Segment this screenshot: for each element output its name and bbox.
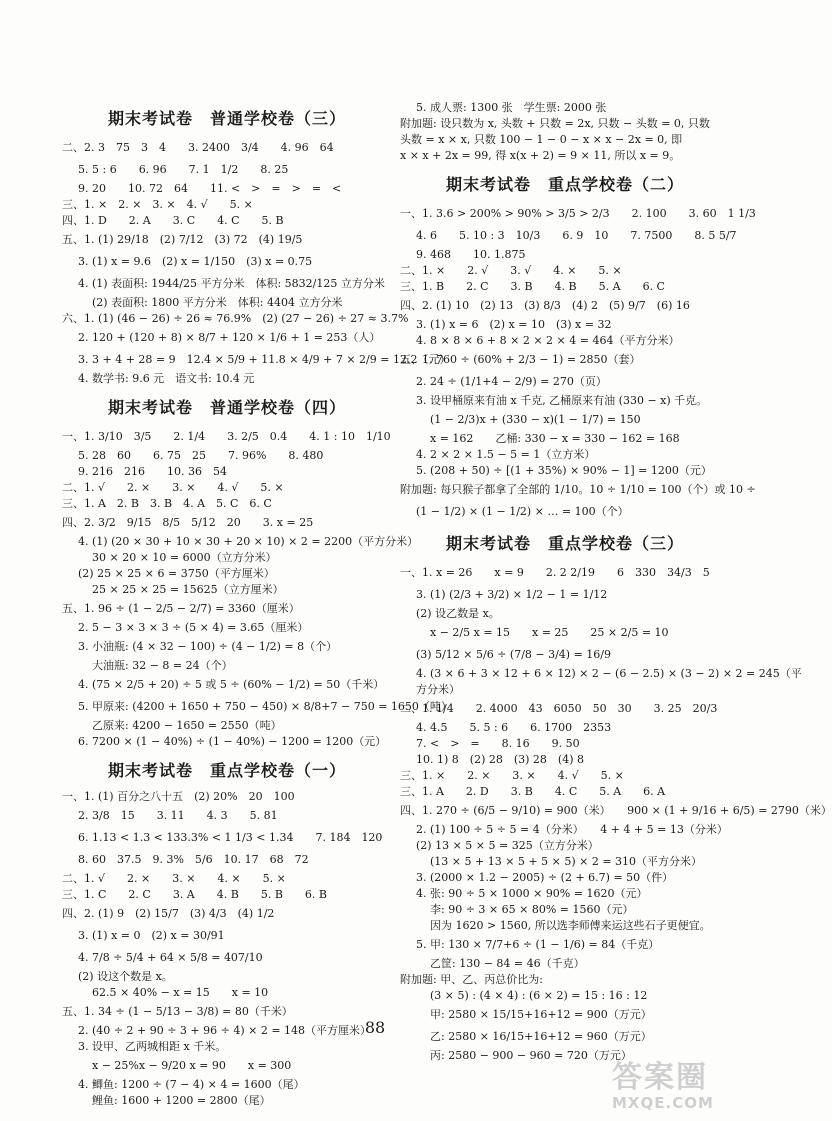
answer-line: 3. (2000 × 1.2 − 2005) ÷ (2 + 6.7) = 50（件） (416, 871, 674, 884)
answer-line: 二、2. 3 75 3 4 3. 2400 3/4 4. 96 64 (62, 141, 334, 154)
answer-line: 鲤鱼: 1600 + 1200 = 2800（尾） (92, 1094, 271, 1107)
answer-line: 5. 28 60 6. 75 25 7. 96% 8. 480 (78, 449, 324, 462)
answer-line: 附加题: 设只数为 x, 头数 + 只数 = 2x, 只数 − 头数 = 0, 只数 (400, 117, 710, 130)
answer-line: 一、1. x = 26 x = 9 2. 2 2/19 6 330 34/3 5 (400, 566, 710, 579)
answer-line: 8. 60 37.5 9. 3% 5/6 10. 17 68 72 (78, 853, 309, 866)
answer-line: (1 − 1/2) × (1 − 1/2) × … = 100（个） (416, 505, 629, 518)
answer-line: 4. (75 × 2/5 + 20) ÷ 5 或 5 ÷ (60% − 1/2) = 50（千米） (78, 678, 385, 691)
answer-line: 甲: 2580 × 15/15+16+12 = 900（万元） (430, 1008, 652, 1021)
answer-line: 9. 468 10. 1.875 (416, 248, 526, 261)
answer-line: 2. 5 − 3 × 3 × 3 ÷ (5 × 4) = 3.65（厘米） (78, 621, 309, 634)
answer-line: 5. (208 + 50) ÷ [(1 + 35%) × 90% − 1] = 1200（元） (416, 464, 712, 477)
answer-line: x − 25%x − 9/20 x = 90 x = 300 (92, 1059, 292, 1072)
answer-line: 4. 7/8 ÷ 5/4 + 64 × 5/8 = 407/10 (78, 951, 263, 964)
watermark-text: 答案圈 (612, 1060, 708, 1095)
answer-line: 乙: 2580 × 16/15+16+12 = 960（万元） (430, 1030, 652, 1043)
answer-line: 9. 216 216 10. 36 54 (78, 465, 227, 478)
answer-line: (2) 设这个数是 x。 (78, 970, 173, 983)
answer-line: 2. (40 ÷ 2 + 90 ÷ 3 + 96 ÷ 4) × 2 = 148（平方厘米） (78, 1024, 372, 1037)
answer-line: 三、1. × 2. × 3. × 4. √ 5. × (62, 198, 253, 211)
answer-line: 二、1. × 2. √ 3. √ 4. × 5. × (400, 264, 622, 277)
answer-line: 五、1. 96 ÷ (1 − 2/5 − 2/7) = 3360（厘米） (62, 602, 300, 615)
answer-line: 3. (1) x = 6 (2) x = 10 (3) x = 32 (416, 318, 612, 331)
answer-line: x = 162 乙桶: 330 − x = 330 − 162 = 168 (430, 432, 680, 445)
answer-line: 三、1. A 2. B 3. B 4. A 5. C 6. C (62, 497, 272, 510)
answer-line: 4. (3 × 6 + 3 × 12 + 6 × 12) × 2 − (6 − 2.5) × (3 − 2) × 2 = 245（平 (416, 667, 802, 680)
answer-line: 五、1. 34 ÷ (1 − 5/13 − 3/8) = 80（千米） (62, 1005, 293, 1018)
answer-line: (1 − 2/3)x + (330 − x)(1 − 1/7) = 150 (430, 413, 641, 426)
answer-line: 四、1. 270 ÷ (6/5 − 9/10) = 900（米） 900 × (1 + 9/16 + 6/5) = 2790（米） (400, 804, 832, 817)
answer-line: 李: 90 ÷ 3 × 65 × 80% = 1560（元） (430, 903, 634, 916)
answer-line: 四、2. (1) 10 (2) 13 (3) 8/3 (4) 2 (5) 9/7 (6) 16 (400, 299, 690, 312)
answer-section (400, 531, 832, 1064)
answer-line: 四、2. (1) 9 (2) 15/7 (3) 4/3 (4) 1/2 (62, 907, 275, 920)
answer-line: 五、1. (1) 29/18 (2) 7/12 (3) 72 (4) 19/5 (62, 233, 303, 246)
answer-line: 4. (1) 表面积: 1944/25 平方分米 体积: 5832/125 立方分米 (78, 277, 385, 290)
answer-line: 乙原来: 4200 − 1650 = 2550（吨） (92, 719, 282, 732)
answer-line: x × x + 2x = 99, 得 x(x + 2) = 9 × 11, 所以 x = 9。 (400, 149, 681, 162)
answer-line: 5. 甲原来: (4200 + 1650 + 750 − 450) × 8/8+7 − 750 = 1650（吨） (78, 700, 452, 713)
answer-line: 附加题: 甲、乙、丙总价比为: (400, 973, 543, 986)
answer-line: 25 × 25 × 25 = 15625（立方厘米） (92, 583, 284, 596)
answer-line: 6. 1.13 < 1.3 < 133.3% < 1 1/3 < 1.34 7. 184 120 (78, 831, 383, 844)
answer-line: 5. 成人票: 1300 张 学生票: 2000 张 (416, 101, 607, 114)
right-column (400, 100, 832, 1072)
answer-line: 10. 1) 8 (2) 28 (3) 28 (4) 8 (416, 753, 585, 766)
answer-line: 五、1. 760 ÷ (60% + 2/3 − 1) = 2850（套） (400, 353, 641, 366)
answer-line: 2. 3/8 15 3. 11 4. 3 5. 81 (78, 809, 278, 822)
answer-line: 4. 数学书: 9.6 元 语文书: 10.4 元 (78, 372, 255, 385)
answer-line: x − 2/5 x = 15 x = 25 25 × 2/5 = 10 (430, 626, 669, 639)
section-title: 期末考试卷 普通学校卷（三） (107, 109, 346, 128)
answer-line: 7. < > = 8. 16 9. 50 (416, 737, 580, 750)
answer-line: 大油瓶: 32 − 8 = 24（个） (92, 659, 233, 672)
section-title: 期末考试卷 重点学校卷（一） (107, 761, 346, 780)
answer-line: 4. 6 5. 10 : 3 10/3 6. 9 10 7. 7500 8. 5 5/7 (416, 229, 737, 242)
answer-line: 3. 小油瓶: (4 × 32 − 100) ÷ (4 − 1/2) = 8（个） (78, 640, 338, 653)
answer-line: 3. 设甲、乙两城相距 x 千米。 (78, 1040, 227, 1053)
answer-line: 二、1. √ 2. × 3. × 4. √ 5. × (62, 481, 284, 494)
answer-line: (2) 设乙数是 x。 (416, 607, 500, 620)
answer-section (400, 100, 730, 164)
section-title: 期末考试卷 重点学校卷（三） (445, 534, 684, 553)
answer-line: 乙筐: 130 − 84 = 46（千克） (430, 957, 585, 970)
answer-line: 2. 24 ÷ (1/1+4 − 2/9) = 270（页） (416, 375, 607, 388)
answer-line: 丙: 2580 − 900 − 960 = 720（万元） (430, 1049, 632, 1062)
answer-line: 附加题: 每只猴子都拿了全部的 1/10。10 ÷ 1/10 = 100（个）或 10 ÷ (400, 483, 756, 496)
answer-line: 2. 120 + (120 + 8) × 8/7 + 120 × 1/6 + 1 = 253（人） (78, 331, 381, 344)
answer-line: 六、1. (1) (46 − 26) ÷ 26 ≈ 76.9% (2) (27 − 26) ÷ 27 ≈ 3.7% (62, 312, 409, 325)
answer-section (62, 395, 452, 750)
answer-line: (2) 表面积: 1800 平方分米 体积: 4404 立方分米 (92, 296, 343, 309)
answer-line: 5. 甲: 130 × 7/7+6 ÷ (1 − 1/6) = 84（千克） (416, 938, 660, 951)
answer-line: 头数 = x × x, 只数 100 − 1 − 0 − x × x − 2x = 0, 即 (400, 133, 683, 146)
answer-line: 4. 2 × 2 × 1.5 − 5 = 1（立方米） (416, 448, 596, 461)
answer-line: 9. 20 10. 72 64 11. < > = > = < (78, 182, 342, 195)
answer-line: 5. 5 : 6 6. 96 7. 1 1/2 8. 25 (78, 163, 289, 176)
answer-line: 3. (1) x = 0 (2) x = 30/91 (78, 929, 225, 942)
answer-line: 4. 鲫鱼: 1200 ÷ (7 − 4) × 4 = 1600（尾） (78, 1078, 305, 1091)
answer-line: 4. 8 × 8 × 6 + 8 × 2 × 2 × 4 = 464（平方分米） (416, 334, 680, 347)
answer-line: 3. (1) x = 9.6 (2) x = 1/150 (3) x = 0.75 (78, 255, 313, 268)
answer-line: 三、1. × 2. × 3. × 4. √ 5. × (400, 769, 624, 782)
answer-line: 三、1. C 2. C 3. A 4. B 5. B 6. B (62, 888, 327, 901)
answer-section (62, 106, 451, 387)
answer-line: 一、1. 3/10 3/5 2. 1/4 3. 2/5 0.4 4. 1 : 10 1/10 (62, 430, 391, 443)
answer-section (62, 758, 392, 1109)
answer-line: 30 × 20 × 10 = 6000（立方分米） (92, 551, 277, 564)
answer-line: 4. (1) (20 × 30 + 10 × 30 + 20 × 10) × 2 = 2200（平方分米） (78, 535, 419, 548)
answer-line: 6. 7200 × (1 − 40%) ÷ (1 − 40%) − 1200 = 1200（元） (78, 735, 387, 748)
answer-line: 二、1. √ 2. × 3. × 4. × 5. × (62, 872, 286, 885)
answer-section (400, 172, 756, 523)
answer-line: 三、1. A 2. D 3. B 4. C 5. A 6. A (400, 785, 666, 798)
page-number: 88 (364, 1018, 386, 1037)
answer-line: 四、1. D 2. A 3. C 4. C 5. B (62, 214, 284, 227)
answer-line: 四、2. 3/2 9/15 8/5 5/12 20 3. x = 25 (62, 516, 314, 529)
answer-line: 二、1. 1/4 2. 4000 43 6050 50 30 3. 25 20/3 (400, 702, 718, 715)
section-title: 期末考试卷 重点学校卷（二） (445, 175, 684, 194)
answer-line: 因为 1620 > 1560, 所以选李师傅来运这些石子更便宜。 (430, 919, 711, 932)
answer-line: 3. 设甲桶原来有油 x 千克, 乙桶原来有油 (330 − x) 千克。 (416, 394, 708, 407)
answer-line: 62.5 × 40% − x = 15 x = 10 (92, 986, 269, 999)
answer-line: (3 × 5) : (4 × 4) : (6 × 2) = 15 : 16 : 12 (430, 989, 648, 1002)
answer-line: 方分米） (416, 683, 460, 696)
answer-line: 三、1. B 2. C 3. B 4. B 5. A 6. C (400, 280, 665, 293)
answer-line: 2. (1) 100 ÷ 5 ÷ 5 = 4（分米） 4 + 4 + 5 = 13（分米） (416, 823, 728, 836)
answer-line: 3. 3 + 4 + 28 = 9 12.4 × 5/9 + 11.8 × 4/9 + 7 × 2/9 = 12.2（元） (78, 353, 451, 366)
answer-line: 4. 张: 90 ÷ 5 × 1000 × 90% = 1620（元） (416, 887, 648, 900)
watermark-logo (612, 1052, 742, 1116)
answer-line: 3. (1) (2/3 + 3/2) × 1/2 − 1 = 1/12 (416, 588, 608, 601)
watermark-url: MXQE.COM (612, 1094, 714, 1112)
section-title: 期末考试卷 普通学校卷（四） (107, 398, 346, 417)
answer-line: (13 × 5 + 13 × 5 + 5 × 5) × 2 = 310（平方分米） (430, 855, 703, 868)
answer-line: 4. 4.5 5. 5 : 6 6. 1700 2353 (416, 721, 612, 734)
left-column (62, 100, 452, 1117)
answer-line: 一、1. (1) 百分之八十五 (2) 20% 20 100 (62, 790, 295, 803)
answer-line: 一、1. 3.6 > 200% > 90% > 3/5 > 2/3 2. 100 3. 60 1 1/3 (400, 207, 756, 220)
answer-line: (2) 13 × 5 × 5 = 325（立方分米） (416, 839, 599, 852)
answer-line: (3) 5/12 × 5/6 ÷ (7/8 − 3/4) = 16/9 (416, 648, 612, 661)
answer-line: (2) 25 × 25 × 6 = 3750（平方厘米） (78, 567, 275, 580)
